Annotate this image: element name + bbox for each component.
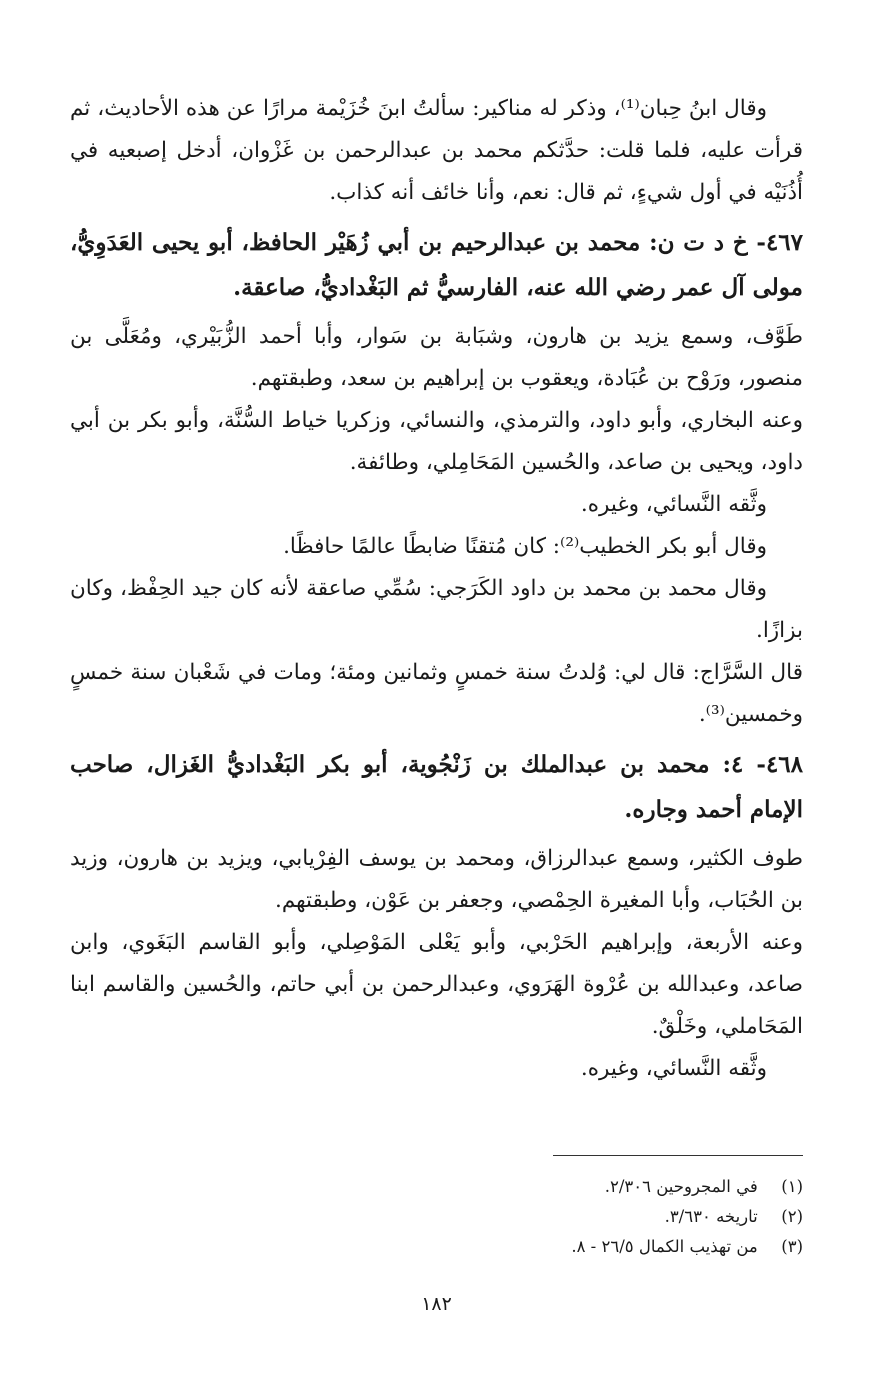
footnote-number: (١)	[781, 1177, 803, 1196]
footnote-number: (٢)	[781, 1207, 803, 1226]
footnotes	[63, 1172, 803, 1262]
footnote-text: في المجروحين ٢/٣٠٦.	[604, 1177, 758, 1196]
footnote-text: من تهذيب الكمال ٢٦/٥ - ٨.	[571, 1237, 758, 1256]
paragraph-sarraj-quote: قال السَّرَّاج: قال لي: وُلدتُ سنة خمسٍ وثمانين ومئة؛ ومات في شَعْبان سنة خمسٍ وخمسين⁽³⁾.	[70, 660, 803, 727]
footnote-1	[63, 1172, 803, 1202]
paragraph-teachers-468: طوف الكثير، وسمع عبدالرزاق، ومحمد بن يوسف الفِرْيابي، ويزيد بن هارون، وزيد بن الحُبَاب، وأبا المغيرة الحِمْصي، وجعفر بن عَوْن، وطبقتهم.	[70, 846, 803, 913]
paragraph-khatib-quote: وقال أبو بكر الخطيب⁽²⁾: كان مُتقنًا ضابطًا عالمًا حافظًا.	[283, 534, 767, 559]
footnote-number: (٣)	[781, 1237, 803, 1256]
footnote-3	[63, 1232, 803, 1262]
paragraph-karaji-quote: وقال محمد بن محمد بن داود الكَرَجي: سُمِّي صاعقة لأنه كان جيد الحِفْظ، وكان بزازًا.	[70, 576, 803, 643]
paragraph-ibn-hibban: وقال ابنُ حِبان⁽¹⁾، وذكر له مناكير: سألتُ ابنَ خُزَيْمة مرارًا عن هذه الأحاديث، ثم قرأت عليه، فلما قلت: حدَّثكم محمد بن عبدالرحمن بن غَزْوان، أدخل إصبعيه في أُذُنَيْه في أول شيءٍ، ثم قال: نعم، وأنا خائف أنه كذاب.	[70, 96, 803, 205]
paragraph-students-468: وعنه الأربعة، وإبراهيم الحَرْبي، وأبو يَعْلى المَوْصِلي، وأبو القاسم البَغَوي، وابن صاعد، وعبدالله بن عُرْوة الهَرَوي، وعبدالرحمن بن أبي حاتم، والحُسين والقاسم ابنا المَحَاملي، وخَلْقٌ.	[70, 930, 803, 1039]
entry-heading-467: ٤٦٧- خ د ت ن: محمد بن عبدالرحيم بن أبي زُهَيْر الحافظ، أبو يحيى العَدَوِيُّ، مولى آل عمر رضي الله عنه، الفارسيُّ ثم البَغْداديُّ، صاعقة.	[70, 229, 803, 301]
paragraph-tawthiq-468: وثَّقه النَّسائي، وغيره.	[580, 1056, 767, 1081]
paragraph-teachers-467: طَوَّف، وسمع يزيد بن هارون، وشبَابة بن سَوار، وأبا أحمد الزُّبَيْري، ومُعَلَّى بن منصور، ورَوْح بن عُبَادة، ويعقوب بن إبراهيم بن سعد، وطبقتهم.	[70, 324, 803, 391]
paragraph-students-467: وعنه البخاري، وأبو داود، والترمذي، والنسائي، وزكريا خياط السُّنَّة، وأبو بكر بن أبي داود، ويحيى بن صاعد، والحُسين المَحَامِلي، وطائفة.	[70, 408, 803, 475]
footnote-text: تاريخه ٣/٦٣٠.	[664, 1207, 758, 1226]
entry-heading-468: ٤٦٨- ٤: محمد بن عبدالملك بن زَنْجُوية، أبو بكر البَغْداديُّ الغَزال، صاحب الإمام أحمد وجاره.	[70, 751, 803, 823]
paragraph-tawthiq-467: وثَّقه النَّسائي، وغيره.	[580, 492, 767, 517]
page-number: ١٨٢	[421, 1293, 452, 1315]
footnote-2	[63, 1202, 803, 1232]
footnote-divider	[553, 1155, 803, 1156]
